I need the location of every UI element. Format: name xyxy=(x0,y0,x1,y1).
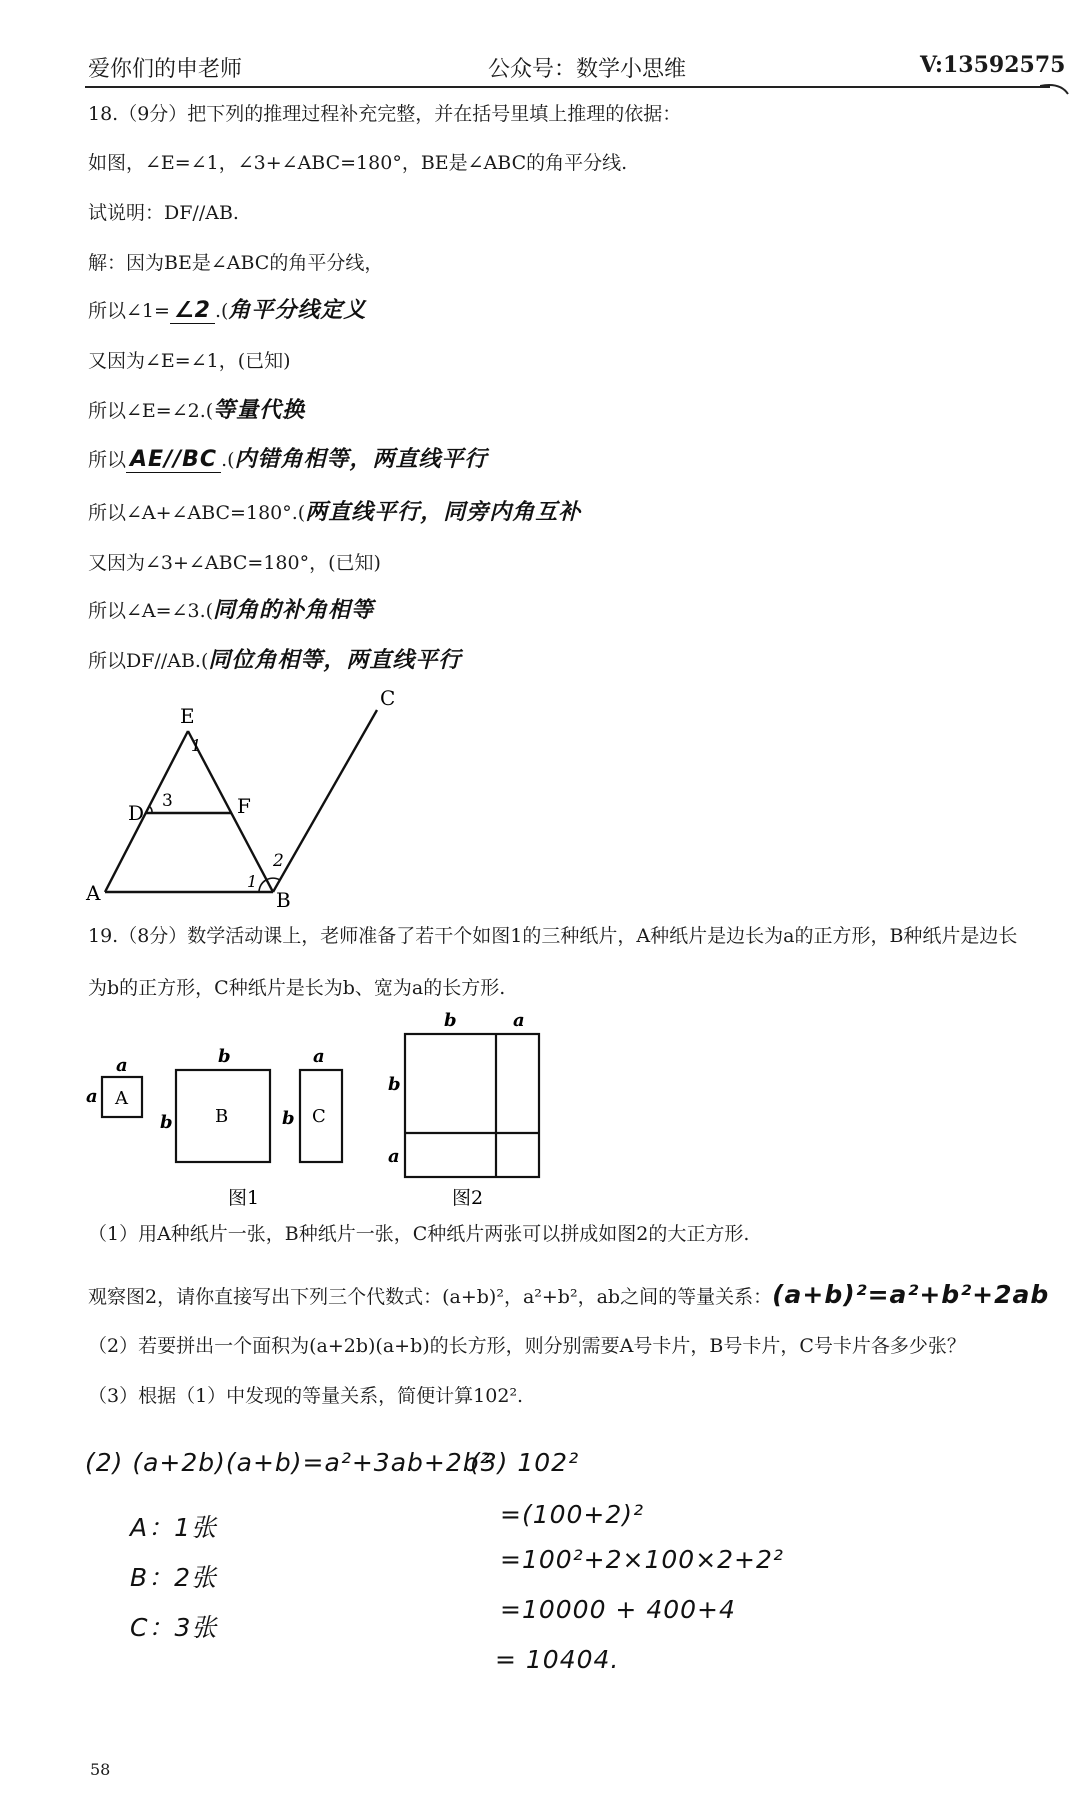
step-blank-answer: ∠2 xyxy=(170,298,215,324)
answer3-line4: = 10404. xyxy=(495,1645,620,1674)
label-angle-E-mark: 1 xyxy=(191,736,202,755)
step-text: 所以DF//AB.( xyxy=(88,650,209,672)
segment-EB xyxy=(188,731,273,892)
step-blank-answer: AE//BC xyxy=(126,447,221,473)
step-reason-handwritten: 同位角相等，两直线平行 xyxy=(208,648,462,673)
answer3-line2: =100²+2×100×2+2² xyxy=(500,1545,784,1574)
q19-part2: （2）若要拼出一个面积为(a+2b)(a+b)的长方形，则分别需要A号卡片，B号卡片，C号卡片各多少张？ xyxy=(88,1335,966,1357)
card-B-side-b: b xyxy=(160,1112,173,1133)
step-reason-handwritten: 角平分线定义 xyxy=(228,298,367,323)
card-A-side-a: a xyxy=(86,1086,98,1107)
q19-part1: （1）用A种纸片一张，B种纸片一张，C种纸片两张可以拼成如图2的大正方形. xyxy=(88,1223,750,1245)
card-C-label: C xyxy=(312,1106,326,1127)
label-B: B xyxy=(276,888,291,910)
q18-step-4 xyxy=(88,447,488,473)
big-square xyxy=(405,1034,539,1177)
q18-step-3 xyxy=(88,398,305,424)
label-angle-2: 2 xyxy=(273,851,284,871)
q19-part3: （3）根据（1）中发现的等量关系，简便计算102². xyxy=(88,1385,524,1407)
fig2-top-a: a xyxy=(513,1010,525,1031)
observe-text: 观察图2，请你直接写出下列三个代数式：(a+b)²，a²+b²，ab之间的等量关系： xyxy=(88,1286,773,1308)
label-F: F xyxy=(237,794,251,818)
label-C: C xyxy=(380,686,396,710)
fig1-caption: 图1 xyxy=(228,1187,260,1209)
q19-line1: 19.（8分）数学活动课上，老师准备了若干个如图1的三种纸片，A种纸片是边长为a的正方形，B种纸片是边长 xyxy=(88,925,1018,947)
fig2-left-a: a xyxy=(388,1146,400,1167)
fig2-top-b: b xyxy=(444,1010,457,1031)
ray-BC xyxy=(273,710,377,892)
label-A: A xyxy=(86,881,101,905)
step-text: 所以∠1= xyxy=(88,300,170,322)
step-reason-handwritten: 同角的补角相等 xyxy=(213,598,375,623)
card-C-side-a: a xyxy=(313,1046,325,1067)
step-text: .( xyxy=(214,300,229,322)
q18-step-7 xyxy=(88,598,374,624)
card-B-side-b: b xyxy=(218,1046,231,1067)
answer3-head: (3) 102² xyxy=(470,1448,580,1477)
answer2-count-C: C：3张 xyxy=(130,1613,218,1642)
step-text: 所以∠A=∠3.( xyxy=(88,600,214,622)
q18-step-6 xyxy=(88,552,381,575)
answer3-line1: =(100+2)² xyxy=(500,1500,645,1529)
angle-1-arc xyxy=(259,880,266,892)
step-text: 又因为∠E=∠1，(已知) xyxy=(88,350,291,372)
step-text: 所以∠A+∠ABC=180°.( xyxy=(88,502,306,524)
q18-given: 如图，∠E=∠1，∠3+∠ABC=180°，BE是∠ABC的角平分线. xyxy=(88,152,628,174)
q19-observe xyxy=(88,1280,1049,1310)
label-angle-3: 3 xyxy=(162,791,173,811)
answer3-line3: =10000 + 400+4 xyxy=(500,1595,736,1624)
header-center: 公众号：数学小思维 xyxy=(488,57,687,82)
label-angle-1: 1 xyxy=(247,872,258,891)
q18-step-5 xyxy=(88,500,581,526)
segment-AE xyxy=(105,731,188,892)
step-text: 所以∠E=∠2.( xyxy=(88,400,214,422)
q18-prove: 试说明：DF//AB. xyxy=(88,202,239,224)
q18-step-2 xyxy=(88,350,291,373)
answer2-equation: (2) (a+2b)(a+b)=a²+3ab+2b² xyxy=(85,1448,491,1477)
header-right: V:13592575 xyxy=(920,52,1066,78)
card-A-label: A xyxy=(115,1088,128,1109)
q19-line2: 为b的正方形，C种纸片是长为b、宽为a的长方形. xyxy=(88,977,506,999)
step-text: 又因为∠3+∠ABC=180°，(已知) xyxy=(88,552,381,574)
step-text: .( xyxy=(221,449,235,471)
step-reason-handwritten: 两直线平行，同旁内角互补 xyxy=(305,500,582,525)
step-text: 所以 xyxy=(88,449,127,471)
answer2-count-A: A：1张 xyxy=(130,1513,218,1542)
fig2-left-b: b xyxy=(388,1074,401,1095)
header-rule xyxy=(85,86,1050,88)
q18-step-8 xyxy=(88,648,461,674)
card-A-side-a: a xyxy=(116,1055,128,1076)
card-C-side-b: b xyxy=(282,1108,295,1129)
q18-geometry-figure xyxy=(80,685,420,910)
step-reason-handwritten: 等量代换 xyxy=(213,398,306,423)
angle-2-arc xyxy=(266,878,280,880)
card-B-label: B xyxy=(215,1106,229,1127)
q19-figures xyxy=(80,1010,580,1210)
page-number: 58 xyxy=(90,1760,111,1779)
q18-step-1 xyxy=(88,298,366,324)
label-E: E xyxy=(180,704,195,728)
header-curl-decoration xyxy=(1040,82,1070,98)
label-D: D xyxy=(128,801,145,825)
answer2-count-B: B：2张 xyxy=(130,1563,218,1592)
step-reason-handwritten: 内错角相等，两直线平行 xyxy=(234,447,488,472)
q18-title: 18.（9分）把下列的推理过程补充完整，并在括号里填上推理的依据： xyxy=(88,103,682,125)
fig2-caption: 图2 xyxy=(452,1187,484,1209)
q18-solution-intro: 解：因为BE是∠ABC的角平分线， xyxy=(88,252,384,274)
header-left: 爱你们的申老师 xyxy=(88,57,243,82)
observe-handwritten-answer: (a+b)²=a²+b²+2ab xyxy=(772,1280,1050,1309)
